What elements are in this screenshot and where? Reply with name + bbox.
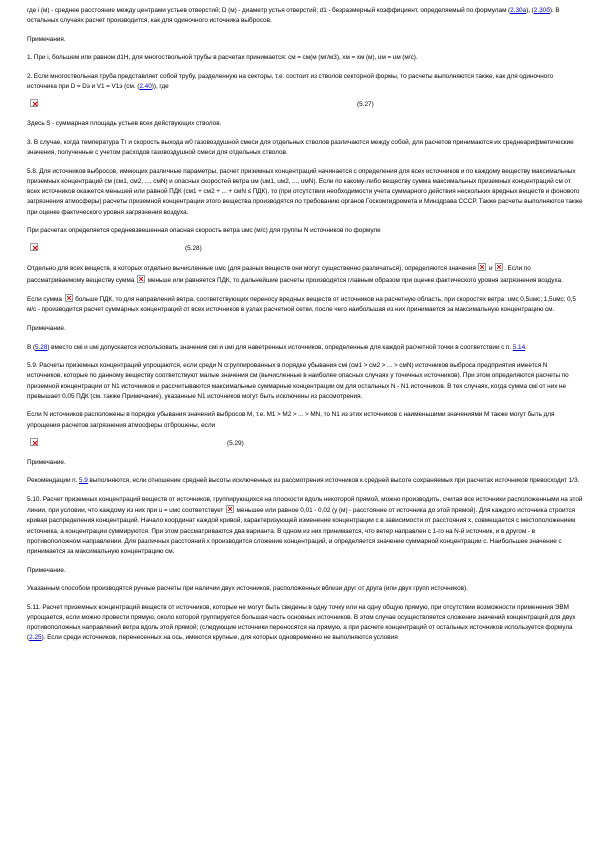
note-paragraph: В (5.28) вместо cмi и uмi допускается использовать значения cмi и uмi для наветренных источников, определенные для каждой расчетной точки в соответствии с п. 5.14. [27, 343, 527, 351]
broken-image-icon [137, 275, 145, 283]
formula-link-2-30a[interactable]: 2.30а [510, 7, 527, 14]
sum-exceeds-paragraph: Если сумма больше ПДК, то для направлений ветра, соответствующих переносу вредных веществ от источников на расчетную область, при скоростях ветра: uмс 0,5uмс; 1,5uмс; 0,5 м/с - производится расчет суммарных концентраций от всех источников в узлах расчетной сетки, после чего наибольшая из них принимается за максимальную концентрацию cм. [27, 296, 576, 314]
formula-link-5-28[interactable]: 5.28 [34, 343, 48, 351]
formula-link-2-25[interactable]: 2.25 [29, 634, 42, 642]
area-definition: Здесь S - суммарная площадь устьев всех действующих стволов. [27, 120, 222, 128]
note-item-3: 3. В случае, когда температура Тг и скорость выхода w0 газовоздушной смеси для отдельных стволов различаются между собой, для расчетов принимаются их среднеарифметические значения, полученные с учетом расходов газовоздушной смеси для отдельных стволов. [27, 138, 574, 157]
recommendation-paragraph: Рекомендации п. 5.9 выполняются, если отношение средней высоты исключенных из рассмотрения источников к средней высоте сохраняемых при расчетах источников превосходит 1/3. [27, 477, 580, 485]
broken-image-icon [30, 243, 38, 251]
note-item-2: 2. Если многоствольная труба представляет собой трубу, разделенную на секторы, т.е. состоит из стволов секторной формы, то расчеты выполняются также, как для одиночного источника при D = Dэ и V1 = V1э (см. (2.40)), где [27, 72, 554, 91]
formula-link-2-40[interactable]: 2.40 [139, 83, 152, 91]
equation-number: (5.27) [357, 101, 374, 109]
formula-link-2-30b[interactable]: 2.30б [533, 7, 550, 14]
section-link-5-14[interactable]: 5.14 [512, 343, 526, 351]
equation-number: (5.28) [185, 245, 202, 253]
document-page [0, 6, 595, 848]
broken-image-icon [495, 263, 503, 271]
intro-paragraph: где i (м) - среднее расстояние между центрами устьев отверстий; D (м) - диаметр устья отверстий; d1 - безразмерный коэффициент, определяемый по формулам (2.30а), (2.30б). В остальных случаях расчет производится, как для одиночного источника выбросов. [27, 7, 560, 25]
section-5-11: 5.11. Расчет приземных концентраций веществ от источников, которые не могут быть сведены в одну точку или на одну общую прямую, при отсутствии возможности применения ЭВМ упрощается, если можно провести прямую, около которой группируется большая часть основных источников. В этом случае осуществляется сложение значений концентраций для двух противоположных направлений ветра вдоль этой прямой; (следующие источники переносятся на прямую, а при расчете концентраций от остальных источников используется формула (2.25). Если среди источников, перенесенных на ось, имеются крупные, для которых одновременно не выполняются условия [27, 603, 576, 642]
section-5-9: 5.9. Расчеты приземных концентраций упрощаются, если среди N сгруппированных в порядке убывания cмi (cм1 > cм2 > ... > cмN) источников выброса предприятия имеется N источников, которые по данному веществу соответствуют малые значения cм (вычисленные в наиболее опасных случаях у точечных источников). При этом определяются расчеты по приземной концентрации от N1 источников и рассчитываются максимальные суммарные концентрации cм для остальных N - N1 источников. В тех случаях, когда сумма cмi от них не превышает 0,05 ПДК (см. также Примечание), указанные N1 источников могут быть исключены из рассмотрения. [27, 362, 569, 400]
equation-5-28 [27, 243, 583, 255]
notes-heading-4: Примечание. [27, 566, 66, 574]
broken-image-icon [30, 438, 38, 446]
equation-5-29 [27, 438, 583, 450]
separate-values-paragraph: Отдельно для всех веществ, в которых отдельно вычисленные uмс (для разных веществ они могут существенно различаться), определяются значения и . Если по рассматриваемому веществу сумма меньше или равняется ПДК, то дальнейшие расчеты производятся главным образом при оценке фактического уровня загрязнения воздуха. [27, 265, 563, 284]
equation-number: (5.29) [227, 439, 244, 447]
section-link-5-9[interactable]: 5.9 [78, 477, 88, 485]
ordering-paragraph: Если N источников расположены в порядке убывания значений выбросов M, т.е. M1 > M2 > ... > MN, то N1 из этих источников с наименьшими значениями M также могут быть для упрощения расчетов загрязнения атмосферы отброшены, если [27, 411, 555, 429]
broken-image-icon [478, 263, 486, 271]
equation-5-27 [27, 99, 583, 111]
note-item-1: 1. При i, большем или равном d1H, для многоствольной трубы в расчетах принимается: cм = cм(м (мг/м3), xм = xм (м), uм = uм (м/с). [27, 54, 418, 62]
notes-heading-1: Примечания. [27, 35, 66, 43]
broken-image-icon [30, 99, 38, 107]
notes-heading-2: Примечание. [27, 324, 66, 332]
section-5-10: 5.10. Расчет приземных концентраций веществ от источников, группирующихся на плоскости вдоль некоторой прямой, можно производить, считая все источники расположенными на этой линии, при условии, что каждому из них при u = uмс соответствует меньшее или равное 0,01 - 0,02 (у (м) - расстояние от источника до этой прямой). Для каждого источника строится кривая распределения концентраций. Начало координат каждой кривой, характеризующей изменение концентрации c в зависимости от расстояния x, совмещается с местоположением источника, а концентрации суммируются. При этом рассматриваются два варианта. В одном из них принимается, что ветер направлен с 1-го на N-й источник, и в другом - в противоположном направлении. Для различных расстояний x производится сложение концентраций, и определяется значение суммарной концентрации c. Наибольшее значение c принимается за максимальную концентрацию cм. [27, 495, 583, 555]
broken-image-icon [226, 505, 234, 513]
method-paragraph: Указанным способом производятся ручные расчеты при наличии двух источников, расположенных вблизи друг от друга (или двух групп источников). [27, 585, 468, 593]
calc-paragraph: При расчетах определяется средневзвешенная опасная скорость ветра uмс (м/с) для группы N источников по формуле [27, 227, 381, 235]
section-5-8: 5.8. Для источников выбросов, имеющих различные параметры, расчет приземных концентраций начинается с определения для всех источников и по каждому веществу максимальных приземных концентраций cм (cм1, cм2, ..., cмN) и опасных скоростей ветра uм (uм1, uм2, ..., uмN). Если по какому-либо веществу сумма максимальных приземных концентраций cм от всех источников окажется меньшей или равной ПДК (cм1 + cм2 + ... + cмN ≤ ПДК), то (при отсутствии необходимости учета суммарного действия нескольких вредных веществ и фонового загрязнения атмосферы) расчеты приземной концентрации этого вещества производятся по требованию органов Госкомгидромета и Минздрава СССР. Также расчеты выполняются также при оценке фактического уровня загрязнения воздуха. [27, 167, 583, 216]
broken-image-icon [65, 294, 73, 302]
notes-heading-3: Примечание. [27, 458, 66, 466]
